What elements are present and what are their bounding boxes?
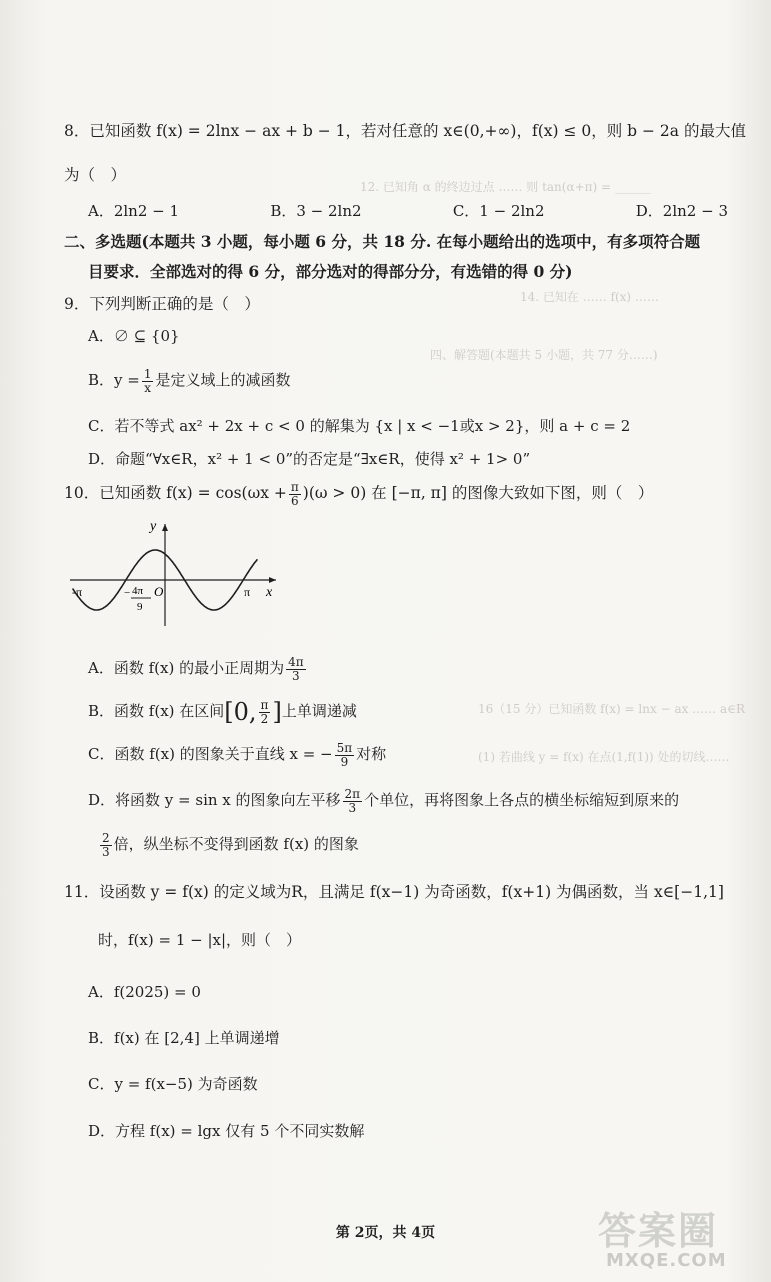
tick-mark-denominator: 9 [137, 601, 143, 613]
q10-stem-suffix: )(ω > 0) 在 [−π, π] 的图像大致如下图，则（ ） [302, 484, 654, 502]
q10-option-b-suffix: 上单调递减 [281, 702, 357, 720]
fraction [343, 788, 363, 815]
fraction-numerator: 5π [336, 740, 353, 755]
q8-option-c: C．1 − 2ln2 [452, 202, 545, 220]
fraction-denominator: 2 [260, 711, 269, 726]
fraction [259, 699, 271, 726]
q11-option-a: A．f(2025) = 0 [88, 983, 201, 1001]
tick-mark-numerator: 4π [132, 585, 144, 597]
fraction-denominator: 3 [292, 668, 300, 683]
q10-stem [64, 478, 653, 508]
fraction-denominator: x [144, 380, 152, 395]
fraction-denominator: 9 [340, 754, 349, 769]
q10-option-d [88, 784, 679, 816]
fraction-denominator: 3 [102, 844, 110, 859]
q9-option-b [88, 366, 291, 395]
fraction-numerator: 1 [143, 366, 152, 381]
fraction [335, 742, 355, 769]
q11-option-b: B．f(x) 在 [2,4] 上单调递增 [88, 1029, 280, 1047]
section-heading-line1: 二、多选题(本题共 3 小题，每小题 6 分，共 18 分. 在每小题给出的选项中，有多项符合题 [64, 232, 701, 251]
q10-option-b [88, 694, 357, 729]
y-axis-label: y [150, 519, 157, 534]
q9-option-a: A．∅ ⊆ {0} [88, 327, 180, 345]
fraction-numerator: π [290, 479, 299, 494]
x-axis-arrow [269, 577, 276, 583]
q9-stem: 9．下列判断正确的是（ ） [64, 295, 260, 313]
x-axis-label: x [266, 585, 273, 600]
fraction-denominator: 3 [348, 800, 357, 815]
q9-option-b-suffix: 是定义域上的减函数 [155, 371, 291, 389]
cosine-graph [66, 518, 281, 628]
q8-option-a: A．2ln2 − 1 [88, 202, 180, 220]
y-axis-arrow [162, 524, 168, 531]
watermark-url: MXQE.COM [606, 1250, 727, 1271]
q9-option-c: C．若不等式 ax² + 2x + c < 0 的解集为 {x | x < −1或x > 2}，则 a + c = 2 [88, 417, 631, 435]
bleed-through-text: (1) 若曲线 y = f(x) 在点(1,f(1)) 处的切线…… [478, 750, 730, 764]
q8-option-b: B．3 − 2ln2 [270, 202, 362, 220]
interval-right: ] [272, 698, 282, 726]
q9-option-b-prefix: B．y = [88, 371, 140, 389]
q10-option-b-prefix: B．函数 f(x) 在区间 [88, 702, 225, 720]
fraction [100, 832, 112, 859]
fraction-numerator: 4π [288, 654, 304, 669]
q10-option-c [88, 738, 386, 770]
fraction [289, 481, 301, 508]
q10-option-d-prefix: D．将函数 y = sin x 的图象向左平移 [88, 791, 341, 809]
fraction-numerator: 2 [102, 830, 110, 845]
q8-stem-line1: 8．已知函数 f(x) = 2lnx − ax + b − 1，若对任意的 x∈(0,+∞)，f(x) ≤ 0，则 b − 2a 的最大值 [64, 122, 746, 140]
fraction-denominator: 6 [291, 493, 299, 508]
q10-option-c-suffix: 对称 [356, 745, 387, 763]
q10-option-d-continued-suffix: 倍，纵坐标不变得到函数 f(x) 的图象 [113, 835, 359, 853]
q11-stem-line2: 时，f(x) = 1 − |x|，则（ ） [98, 931, 302, 949]
q8-option-d: D．2ln2 − 3 [635, 202, 728, 220]
q11-stem-line1: 11．设函数 y = f(x) 的定义域为R，且满足 f(x−1) 为奇函数，f(x+1) 为偶函数，当 x∈[−1,1] [64, 883, 724, 901]
origin-label: O [154, 584, 164, 599]
fraction [286, 656, 306, 683]
q10-option-a [88, 652, 308, 684]
bleed-through-text: 四、解答题(本题共 5 小题，共 77 分……) [430, 348, 658, 362]
q8-options [88, 200, 728, 221]
q10-option-d-continued [98, 828, 359, 860]
watermark-logo-text: 答案圈 [598, 1209, 719, 1253]
q10-option-d-suffix: 个单位，再将图象上各点的横坐标缩短到原来的 [364, 791, 680, 809]
tick-minus-sign: − [124, 587, 131, 599]
fraction-numerator: 2π [344, 786, 361, 801]
q10-option-c-prefix: C．函数 f(x) 的图象关于直线 x = − [88, 745, 333, 763]
site-watermark [588, 1198, 763, 1276]
bleed-through-text: 12. 已知角 α 的终边过点 …… 则 tan(α+π) = ______ [360, 180, 651, 194]
section-heading-line2: 目要求．全部选对的得 6 分，部分选对的得部分分，有选错的得 0 分) [88, 262, 573, 281]
q8-stem-line2: 为（ ） [64, 166, 127, 184]
q11-option-c: C．y = f(x−5) 为奇函数 [88, 1075, 258, 1093]
tick-pi: π [244, 585, 251, 599]
fraction-numerator: π [260, 697, 269, 712]
q11-option-d: D．方程 f(x) = lgx 仅有 5 个不同实数解 [88, 1122, 365, 1140]
bleed-through-text: 16（15 分）已知函数 f(x) = lnx − ax …… a∈R [478, 702, 746, 716]
bleed-through-text: 14. 已知在 …… f(x) …… [520, 290, 659, 304]
page-footer: 第 2页，共 4页 [335, 1225, 436, 1241]
tick-neg-pi: -π [72, 585, 83, 599]
q10-stem-prefix: 10．已知函数 f(x) = cos(ωx + [64, 484, 287, 502]
interval-left: [0, [224, 698, 257, 726]
q9-option-d: D．命题“∀x∈R，x² + 1 < 0”的否定是“∃x∈R，使得 x² + 1> 0” [88, 450, 531, 468]
fraction [142, 368, 154, 395]
q10-option-a-prefix: A．函数 f(x) 的最小正周期为 [88, 659, 285, 677]
